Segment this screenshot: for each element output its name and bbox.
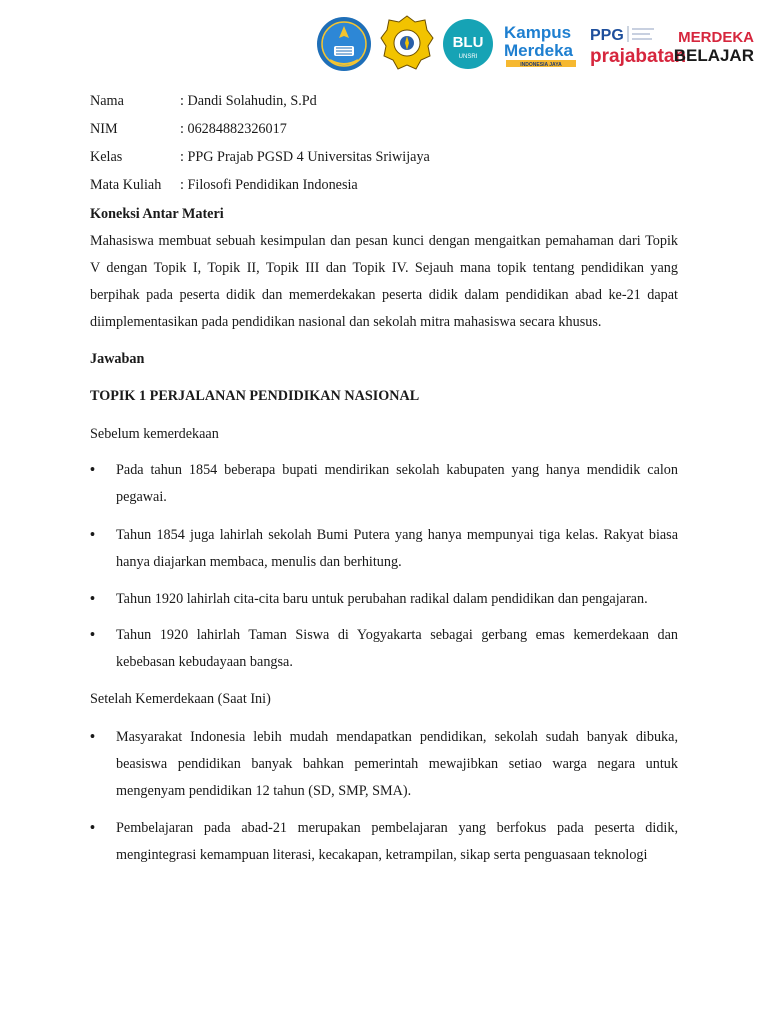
list-item-text: Masyarakat Indonesia lebih mudah mendapatkan pendidikan, sekolah sudah banyak dibuka, beasiswa pendidikan banyak bahkan pemerintah mewajibkan setiao warga negara untuk mengenyam pendidikan 12 tahun (SD, SMP, SMA). [116,729,678,799]
svg-text:BLU: BLU [452,34,484,51]
bullet-icon: • [90,729,95,745]
list-item-text: Tahun 1854 juga lahirlah sekolah Bumi Putera yang hanya mempunyai tiga kelas. Rakyat biasa hanya diajarkan membaca, menulis dan berhitung. [116,527,678,570]
svg-text:Kampus: Kampus [504,23,572,42]
svg-text:prajabatan: prajabatan [590,46,687,67]
svg-text:Merdeka: Merdeka [504,41,573,60]
svg-text:INDONESIA JAYA: INDONESIA JAYA [520,62,562,68]
info-row-nim [90,121,590,141]
section-title: Koneksi Antar Materi [90,206,224,222]
list-item [90,622,678,676]
list-item-text: Tahun 1920 lahirlah cita-cita baru untuk perubahan radikal dalam pendidikan dan pengajaran. [116,591,648,607]
kampus-merdeka-logo-icon [502,14,580,74]
info-row-mata-kuliah [90,177,590,197]
merdeka-belajar-logo-icon [673,14,756,74]
list-item [90,586,678,613]
bullet-icon: • [90,462,95,478]
before-independence-heading: Sebelum kemerdekaan [90,426,219,442]
ppg-prajabatan-logo-icon [588,14,687,74]
list-item [90,457,678,511]
list-item-text: Pada tahun 1854 beberapa bupati mendirikan sekolah kabupaten yang hanya mendidik calon pegawai. [116,462,678,505]
after-independence-heading: Setelah Kemerdekaan (Saat Ini) [90,691,271,707]
info-row-nama [90,93,590,113]
answer-label: Jawaban [90,351,145,367]
list-item-text: Tahun 1920 lahirlah Taman Siswa di Yogyakarta sebagai gerbang emas kemerdekaan dan kebebasan kebudayaan bangsa. [116,627,678,670]
tut-wuri-handayani-icon [316,14,372,74]
svg-text:UNSRI: UNSRI [458,54,478,60]
info-value: : 06284882326017 [180,121,287,137]
info-label: NIM [90,121,118,137]
svg-text:BELAJAR: BELAJAR [673,46,754,65]
intro-paragraph: Mahasiswa membuat sebuah kesimpulan dan pesan kunci dengan mengaitkan pemahaman dari Topik V dengan Topik I, Topik II, Topik III dan Topik IV. Sejauh mana topik tentang pendidikan yang berpihak pada peserta didik dan memerdekakan peserta didik dalam pendidikan abad ke-21 dapat diimplementasikan pada pendidikan nasional dan sekolah mitra mahasiswa secara khusus. [90,233,678,330]
bullet-icon: • [90,591,95,607]
list-item [90,522,678,576]
info-label: Nama [90,93,124,109]
info-value: : Dandi Solahudin, S.Pd [180,93,317,109]
bullet-icon: • [90,527,95,543]
blu-logo-icon [442,14,494,74]
bullet-icon: • [90,627,95,643]
info-row-kelas [90,149,590,169]
svg-text:PPG: PPG [590,27,624,44]
info-value: : Filosofi Pendidikan Indonesia [180,177,358,193]
unsri-seal-icon [380,14,434,74]
info-value: : PPG Prajab PGSD 4 Universitas Sriwijaya [180,149,430,165]
header-logos [316,14,756,76]
info-label: Kelas [90,149,123,165]
info-label: Mata Kuliah [90,177,162,193]
topic-title: TOPIK 1 PERJALANAN PENDIDIKAN NASIONAL [90,388,420,404]
list-item [90,724,678,805]
svg-text:MERDEKA: MERDEKA [678,29,754,46]
list-item-text: Pembelajaran pada abad-21 merupakan pembelajaran yang berfokus pada peserta didik, mengintegrasi kemampuan literasi, kecakapan, ketrampilan, sikap serta penguasaan teknologi [116,820,678,863]
bullet-icon: • [90,820,95,836]
list-item [90,815,678,869]
